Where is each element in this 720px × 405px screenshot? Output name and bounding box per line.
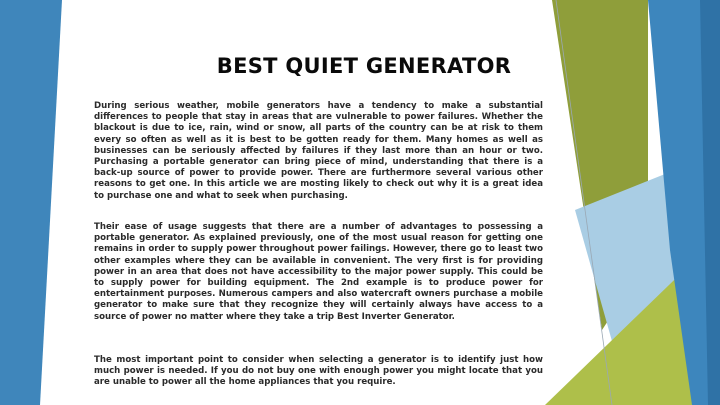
- paragraph-3: The most important point to consider when selecting a generator is to identify just how much power is needed. If you do not buy one with enough power you might locate that you are unable to power all the home appliances that you require.: [94, 355, 543, 388]
- left-blue-stripe: [0, 0, 62, 405]
- page-title: BEST QUIET GENERATOR: [216, 54, 512, 78]
- paragraph-2: Their ease of usage suggests that there are a number of advantages to possessing a portable generator. As explained previously, one of the most usual reason for getting one remains in order to supply power throughout power failings. However, there go to least two other examples where they can be available in convenient. The very first is for providing power in an area that does not have accessibility to the major power supply. This could be to supply power for building equipment. The 2nd example is to produce power for entertainment purposes. Numerous campers and also watercraft owners purchase a mobile generator to make sure that they recognize they will certainly always have access to a source of power no matter where they take a trip Best Inverter Generator.: [94, 222, 543, 322]
- paragraph-1: During serious weather, mobile generators have a tendency to make a substantial differences to people that stay in areas that are vulnerable to power failures. Whether the blackout is due to ice, rain, wind or snow, all parts of the country can be at risk to them every so often as well as it is best to be gotten ready for them. Many homes as well as businesses can be seriously affected by failures if they last more than an hour or two. Purchasing a portable generator can bring piece of mind, understanding that there is a back-up source of power to provide power. There are furthermore several various other reasons to get one. In this article we are mosting likely to check out why it is a great idea to purchase one and what to seek when purchasing.: [94, 101, 543, 201]
